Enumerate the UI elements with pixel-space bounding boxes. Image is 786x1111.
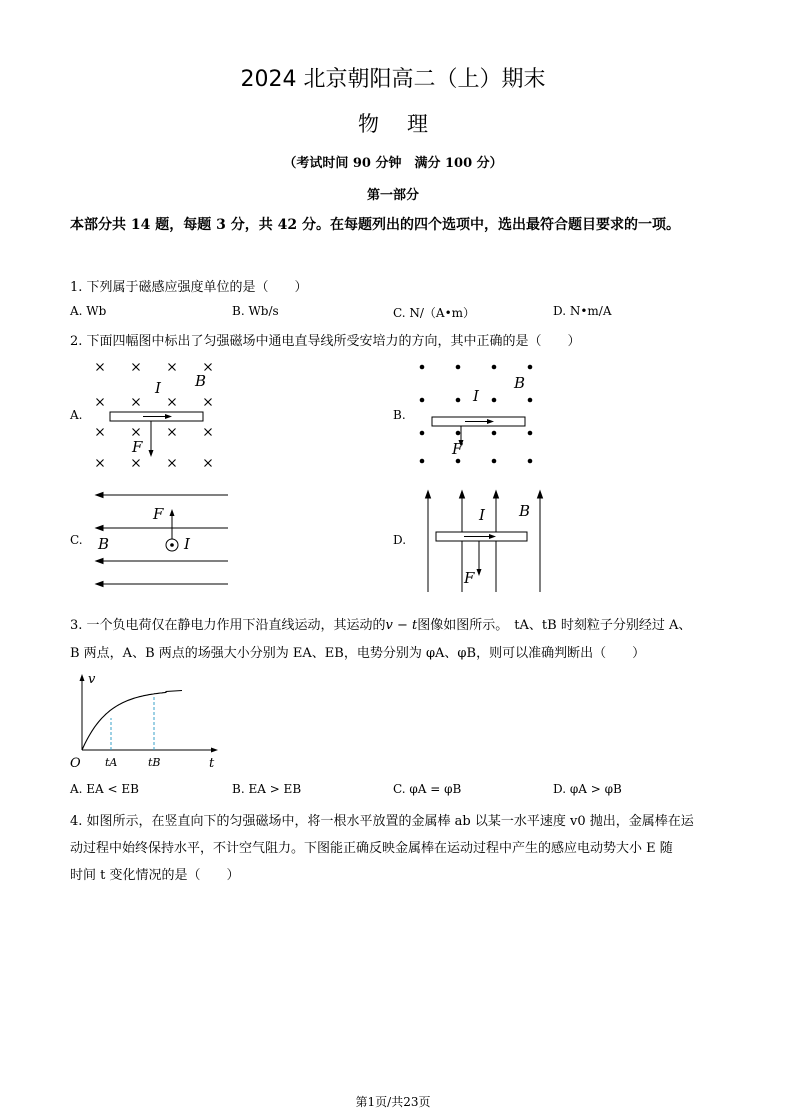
origin-label: O <box>70 756 81 771</box>
dot-mark <box>492 431 497 436</box>
dot-mark <box>420 459 425 464</box>
cross-mark <box>97 429 104 436</box>
current-out-dot <box>170 543 174 547</box>
field-line <box>96 526 228 531</box>
dot-mark <box>420 365 425 370</box>
velocity-curve <box>82 691 182 751</box>
current-label: I <box>473 387 479 405</box>
q3-option-a: A. EA < EB <box>70 782 139 796</box>
dot-mark <box>528 398 533 403</box>
q4-line2: 动过程中始终保持水平，不计空气阻力。下图能正确反映金属棒在运动过程中产生的感应电动势大小 E 随 <box>70 841 673 856</box>
field-label: B <box>195 372 207 390</box>
t-axis-arrowhead <box>211 748 218 753</box>
force-label: F <box>132 438 143 456</box>
force-label: F <box>153 505 164 523</box>
dot-mark <box>456 365 461 370</box>
field-label: B <box>519 502 531 520</box>
v-axis-arrowhead <box>80 674 85 681</box>
cross-mark <box>97 460 104 467</box>
section-instructions: 本部分共 14 题，每题 3 分，共 42 分。在每题列出的四个选项中，选出最符合题目要求的一项。 <box>70 217 680 233</box>
tB-label: tB <box>148 756 161 769</box>
q4-line1: 4. 如图所示，在竖直向下的匀强磁场中，将一根水平放置的金属棒 ab 以某一水平速度 v0 抛出，金属棒在运 <box>70 814 694 829</box>
tA-label: tA <box>105 756 118 769</box>
q2-label-b: B. <box>393 408 406 422</box>
field-label: B <box>514 374 526 392</box>
q2-figure-c <box>88 488 238 593</box>
cross-mark <box>169 399 176 406</box>
q3-text-a: 3. 一个负电荷仅在静电力作用下沿直线运动，其运动的 <box>70 618 386 633</box>
q1-option-d: D. N•m/A <box>553 304 612 318</box>
q1-option-c: C. N/（A•m） <box>393 306 476 320</box>
q3-line1 <box>70 614 730 633</box>
cross-mark <box>205 429 212 436</box>
dot-mark <box>492 365 497 370</box>
q4-line3: 时间 t 变化情况的是（ ） <box>70 868 240 883</box>
q2-stem: 2. 下面四幅图中标出了匀强磁场中通电直导线所受安培力的方向，其中正确的是（ ） <box>70 334 581 349</box>
dot-mark <box>420 431 425 436</box>
dot-mark <box>528 365 533 370</box>
page-title: 2024 北京朝阳高二（上）期末 <box>240 67 546 92</box>
dot-mark <box>420 398 425 403</box>
q3-option-b: B. EA > EB <box>232 782 302 796</box>
exam-info: （考试时间 90 分钟 满分 100 分） <box>283 156 503 171</box>
q1-option-a: A. Wb <box>70 304 107 318</box>
field-line <box>426 491 431 592</box>
cross-mark <box>97 364 104 371</box>
field-line <box>96 582 228 587</box>
cross-mark <box>205 399 212 406</box>
current-label: I <box>479 506 485 524</box>
cross-mark <box>169 429 176 436</box>
cross-mark <box>133 429 140 436</box>
q3-vt-graph <box>70 668 230 776</box>
page-footer: 第1页/共23页 <box>355 1095 431 1109</box>
subject-title: 物理 <box>358 112 456 136</box>
dot-mark <box>528 459 533 464</box>
field-label: B <box>98 535 110 553</box>
field-line <box>538 491 543 592</box>
field-line <box>96 493 228 498</box>
q3-option-c: C. φA = φB <box>393 782 462 796</box>
force-arrowhead <box>477 569 482 576</box>
force-arrowhead <box>170 509 175 516</box>
current-label: I <box>184 535 190 553</box>
q2-figure-a <box>88 355 228 475</box>
dot-mark <box>492 459 497 464</box>
part-heading: 第一部分 <box>366 188 419 203</box>
q2-label-c: C. <box>70 533 83 547</box>
q3-vt: v − t <box>385 618 418 633</box>
cross-mark <box>133 460 140 467</box>
q2-label-a: A. <box>70 408 83 422</box>
cross-mark <box>205 460 212 467</box>
force-label: F <box>464 569 475 587</box>
q1-stem: 1. 下列属于磁感应强度单位的是（ ） <box>70 280 308 295</box>
cross-mark <box>133 399 140 406</box>
q3-text-c: tA、tB 时刻粒子分别经过 A、 <box>514 618 692 633</box>
q2-figure-b <box>410 355 550 475</box>
dot-mark <box>456 431 461 436</box>
q3-text-b: 图像如图所示。 <box>417 618 509 633</box>
q3-option-d: D. φA > φB <box>553 782 622 796</box>
cross-mark <box>97 399 104 406</box>
v-label: v <box>88 672 96 687</box>
force-arrowhead <box>149 450 154 457</box>
q2-label-d: D. <box>393 533 407 547</box>
current-label: I <box>155 379 161 397</box>
dot-mark <box>492 398 497 403</box>
t-label: t <box>209 756 215 771</box>
dot-mark <box>528 431 533 436</box>
force-label: F <box>452 440 463 458</box>
dot-mark <box>456 398 461 403</box>
field-line <box>96 559 228 564</box>
cross-mark <box>169 364 176 371</box>
cross-mark <box>133 364 140 371</box>
cross-mark <box>205 364 212 371</box>
q1-option-b: B. Wb/s <box>232 304 279 318</box>
q3-line2: B 两点，A、B 两点的场强大小分别为 EA、EB，电势分别为 φA、φB，则可以准确判断出（ ） <box>70 646 646 661</box>
dot-mark <box>456 459 461 464</box>
cross-mark <box>169 460 176 467</box>
q2-figure-d <box>420 485 550 595</box>
